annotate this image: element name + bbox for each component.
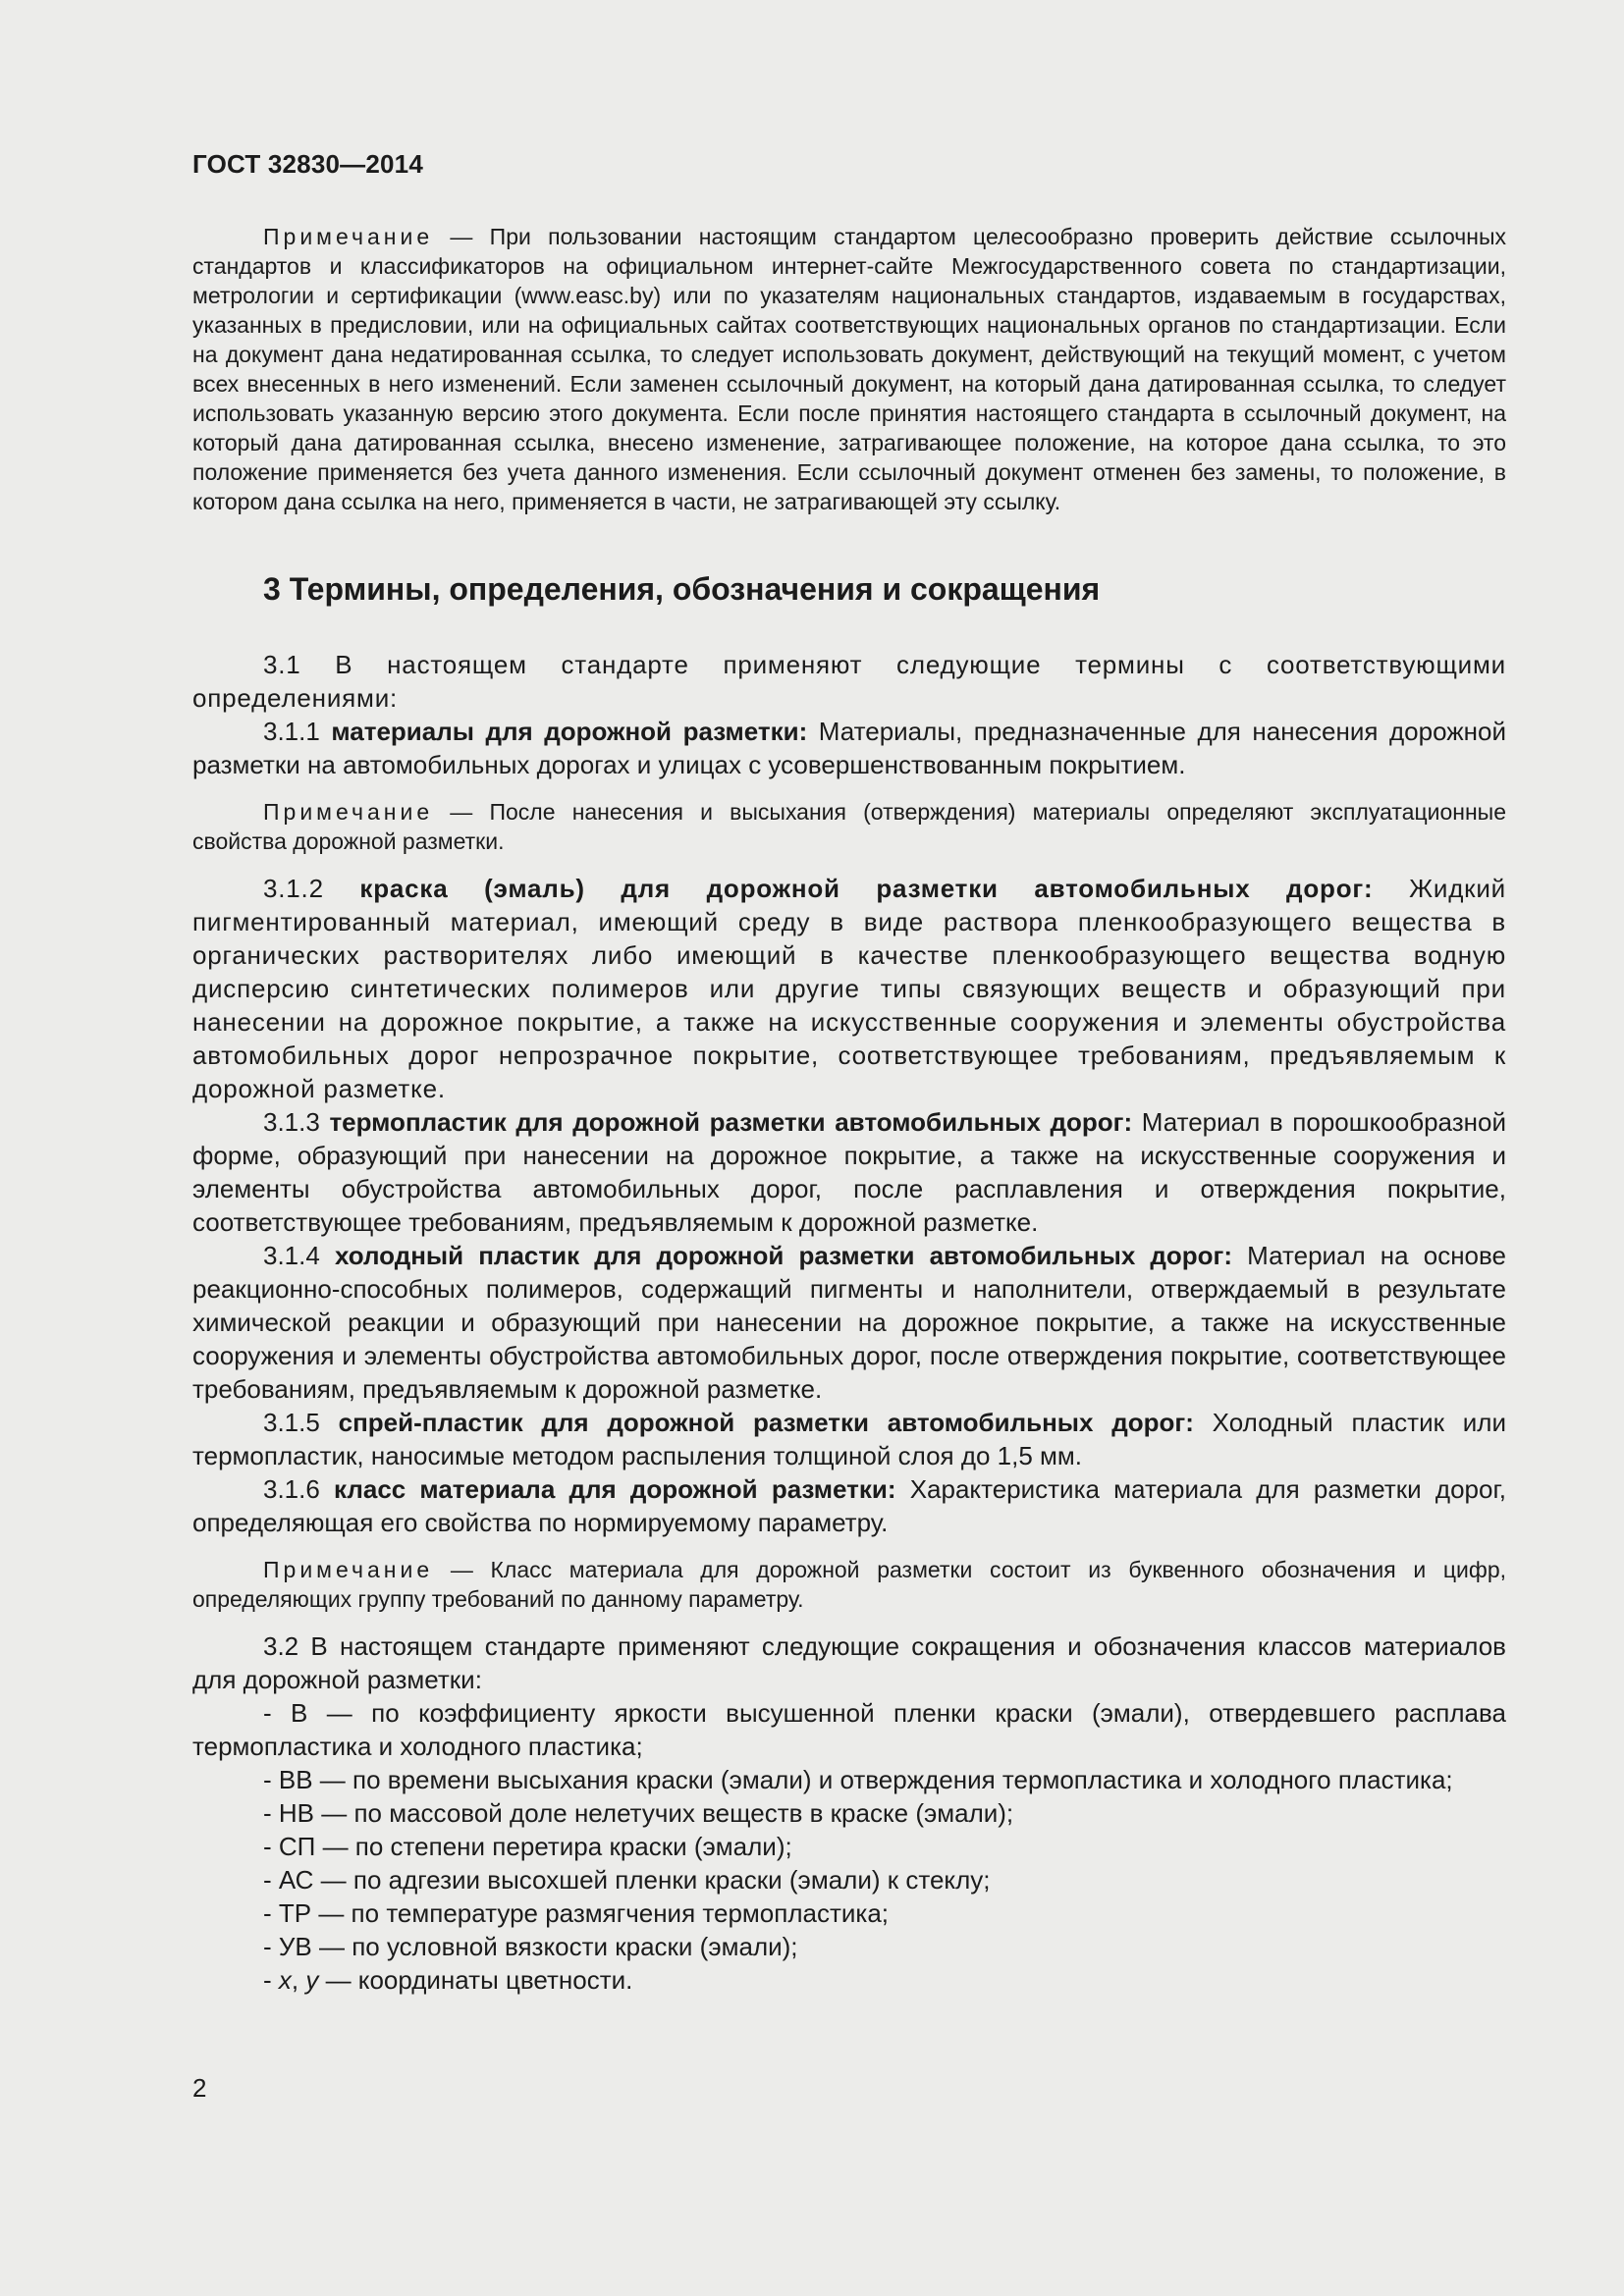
term-number: 3.1.5 [263, 1408, 339, 1437]
note-reference-standards [192, 222, 1506, 516]
coordinates-text: — координаты цветности. [318, 1965, 633, 1995]
clause-3-2: 3.2 В настоящем стандарте применяют следующие сокращения и обозначения классов материалов для дорожной разметки: [192, 1631, 1506, 1694]
symbol-x: x [278, 1965, 292, 1995]
abbreviation-item: - УВ — по условной вязкости краски (эмали); [263, 1932, 798, 1961]
term-number: 3.1.2 [263, 874, 360, 903]
term-name: материалы для дорожной разметки: [331, 717, 808, 746]
note-label: Примечание [263, 799, 434, 825]
term-name: класс материала для дорожной разметки: [334, 1474, 896, 1504]
abbreviation-item: - ТР — по температуре размягчения термопластика; [263, 1898, 890, 1928]
term-name: холодный пластик для дорожной разметки автомобильных дорог: [334, 1241, 1233, 1270]
symbol-y: y [305, 1965, 319, 1995]
note-text: — Класс материала для дорожной разметки состоит из буквенного обозначения и цифр, определяющих группу требований по данному параметру. [192, 1557, 1506, 1612]
abbreviation-item: - В — по коэффициенту яркости высушенной пленки краски (эмали), отвердевшего расплава термопластика и холодного пластика; [192, 1698, 1506, 1761]
term-name: спрей-пластик для дорожной разметки автомобильных дорог: [338, 1408, 1194, 1437]
term-3-1-3 [192, 1105, 1506, 1239]
note-text: — При пользовании настоящим стандартом целесообразно проверить действие ссылочных стандартов и классификаторов на официальном интернет-сайте Межгосударственного совета по стандартизации, метрологии и сертификации (www.easc.by) или по указателям национальных стандартов, издаваемым в государствах, указанных в предисловии, или на официальных сайтах соответствующих национальных органов по стандартизации. Если на документ дана недатированная ссылка, то следует использовать документ, действующий на текущий момент, с учетом всех внесенных в него изменений. Если заменен ссылочный документ, на который дана датированная ссылка, то следует использовать указанную версию этого документа. Если после принятия настоящего стандарта в ссылочный документ, на который дана датированная ссылка, внесено изменение, затрагивающее положение, на которое дана ссылка, то это положение применяется без учета данного изменения. Если ссылочный документ отменен без замены, то положение, в котором дана ссылка на него, применяется в части, не затрагивающей эту ссылку. [192, 224, 1506, 514]
term-3-1-6 [192, 1472, 1506, 1539]
term-3-1-1 [192, 715, 1506, 781]
term-definition: Материал в порошкообразной форме, образующий при нанесении на дорожное покрытие, а также на искусственные сооружения и элементы обустройства автомобильных дорог, после расплавления и отверждения покрытие, соответствующее требованиям, предъявляемым к дорожной разметке. [192, 1107, 1506, 1237]
term-name: краска (эмаль) для дорожной разметки автомобильных дорог: [359, 874, 1374, 903]
term-number: 3.1.4 [263, 1241, 335, 1270]
abbreviation-item: - СП — по степени перетира краски (эмали); [263, 1832, 792, 1861]
page-number: 2 [192, 2073, 207, 2103]
list-dash: - [263, 1965, 279, 1995]
term-3-1-4 [192, 1239, 1506, 1406]
note-label: Примечание [263, 1557, 434, 1582]
term-definition: Материал на основе реакционно-способных полимеров, содержащий пигменты и наполнители, отверждаемый в результате химической реакции и образующий при нанесении на дорожное покрытие, а также на искусственные сооружения и элементы обустройства автомобильных дорог, после отверждения покрытие, соответствующее требованиям, предъявляемым к дорожной разметке. [192, 1241, 1507, 1404]
page-content [192, 222, 1506, 1997]
note-text: — После нанесения и высыхания (отверждения) материалы определяют эксплуатационные свойства дорожной разметки. [192, 799, 1506, 854]
clause-3-1: 3.1 В настоящем стандарте применяют следующие термины с соответствующими определениями: [192, 650, 1506, 713]
abbreviation-item: - АС — по адгезии высохшей пленки краски (эмали) к стеклу; [263, 1865, 991, 1895]
note-materials [192, 797, 1506, 856]
term-name: термопластик для дорожной разметки автомобильных дорог: [329, 1107, 1133, 1137]
term-definition: Материалы, предназначенные для нанесения дорожной разметки на автомобильных дорогах и улицах с усовершенствованным покрытием. [192, 717, 1506, 779]
symbol-separator: , [291, 1965, 306, 1995]
term-3-1-2 [192, 872, 1506, 1105]
term-number: 3.1.6 [263, 1474, 335, 1504]
abbreviation-item-coordinates [192, 1963, 1506, 1997]
term-definition: Холодный пластик или термопластик, наносимые методом распыления толщиной слоя до 1,5 мм. [192, 1408, 1506, 1470]
note-material-class [192, 1555, 1506, 1614]
term-3-1-5 [192, 1406, 1506, 1472]
term-definition: Жидкий пигментированный материал, имеющий среду в виде раствора пленкообразующего вещества в органических растворителях либо имеющий в качестве пленкообразующего вещества водную дисперсию синтетических полимеров или другие типы связующих веществ и образующий при нанесении на дорожное покрытие, а также на искусственные сооружения и элементы обустройства автомобильных дорог непрозрачное покрытие, соответствующее требованиям, предъявляемым к дорожной разметке. [192, 874, 1506, 1103]
term-definition: Характеристика материала для разметки дорог, определяющая его свойства по нормируемому параметру. [192, 1474, 1506, 1537]
section-3-heading: 3 Термины, определения, обозначения и сокращения [263, 571, 1101, 607]
term-number: 3.1.3 [263, 1107, 330, 1137]
document-code-header: ГОСТ 32830—2014 [192, 149, 423, 179]
term-number: 3.1.1 [263, 717, 332, 746]
note-label: Примечание [263, 224, 434, 249]
abbreviation-item: - НВ — по массовой доле нелетучих веществ в краске (эмали); [263, 1798, 1014, 1828]
abbreviation-item: - ВВ — по времени высыхания краски (эмали) и отверждения термопластика и холодного пластика; [263, 1765, 1453, 1794]
